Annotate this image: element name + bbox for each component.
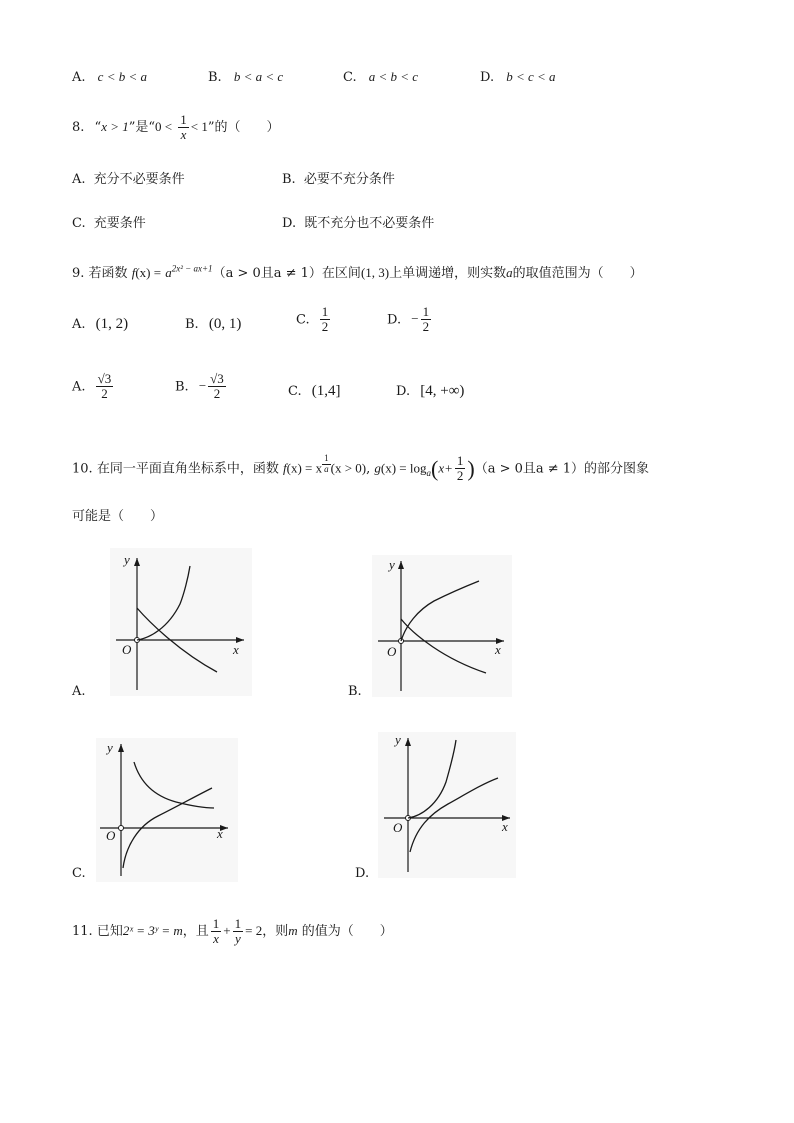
option-label: D. — [480, 70, 495, 85]
graph-c-label: C. — [72, 866, 86, 881]
text: 已知 — [96, 924, 123, 939]
option-label: C. — [296, 312, 310, 328]
q9-stem — [72, 262, 643, 281]
fraction — [208, 372, 226, 402]
sign: − — [198, 378, 207, 394]
denominator: 2 — [213, 386, 221, 402]
question-number: 11. — [72, 924, 93, 939]
denominator: 2 — [422, 319, 430, 335]
text: ”是“ — [128, 120, 156, 135]
text: ”的（ ） — [207, 120, 280, 135]
q10-stem — [72, 445, 649, 493]
x-axis-label: x — [495, 642, 501, 657]
q9b-option-d — [396, 383, 464, 400]
option-label: C. — [343, 70, 357, 85]
inner: x+ — [438, 460, 453, 476]
function-g-arg: (x) = log — [380, 460, 427, 476]
graph-b-svg — [372, 555, 512, 697]
numerator: 1 — [212, 915, 220, 931]
text: 在区间 — [321, 266, 361, 281]
function-f-arg: (x) = x — [286, 460, 323, 476]
function-g: g — [374, 460, 381, 476]
option-label: B. — [208, 70, 222, 85]
text: 若函数 — [88, 266, 128, 281]
x-axis-label: x — [233, 642, 239, 657]
fraction-1-over-x — [211, 917, 222, 947]
origin-label: O — [393, 820, 403, 835]
condition: (x > 0) — [330, 460, 367, 476]
text: 上单调递增，则实数 — [389, 266, 507, 281]
graph-b-label: B. — [348, 684, 362, 699]
numerator: √3 — [210, 371, 224, 386]
y-axis-label: y — [395, 732, 401, 747]
fraction-1-over-x — [178, 113, 189, 143]
option-label: D. — [396, 384, 411, 399]
q8-option-d — [282, 212, 434, 231]
denominator: x — [180, 127, 187, 142]
option-text: (0, 1) — [208, 316, 242, 332]
q10-line2 — [72, 505, 163, 524]
denominator: 2 — [321, 319, 329, 335]
graph-d-svg — [378, 732, 516, 878]
text: ，且 — [182, 924, 209, 939]
option-text: b < a < c — [233, 69, 284, 84]
paren-open: ( — [431, 455, 439, 481]
exponent: 2x² − ax+1 — [171, 263, 213, 274]
fraction-1-over-y — [233, 917, 244, 947]
quote-open: “ — [94, 120, 102, 135]
function-f: f — [282, 460, 287, 476]
q8-option-c — [72, 212, 146, 231]
numerator: 1 — [180, 111, 187, 127]
option-label: B. — [175, 379, 189, 395]
option-text: b < c < a — [506, 69, 556, 84]
graph-a-svg — [110, 548, 252, 696]
q9-option-d — [387, 305, 433, 335]
equation-rhs: = 2 — [245, 923, 263, 938]
condition: （a > 0且a ≠ 1） — [212, 266, 322, 281]
q8-option-a — [72, 168, 185, 187]
denominator: y — [234, 931, 241, 946]
x-axis-label: x — [217, 826, 223, 841]
interval: (1, 3) — [360, 265, 390, 280]
variable: a — [506, 265, 513, 280]
option-label: A. — [72, 379, 86, 395]
numerator: 1 — [422, 304, 430, 319]
y-axis-label: y — [389, 557, 395, 572]
base: a — [165, 265, 172, 280]
paren-close: ) — [467, 455, 475, 481]
numerator: 1 — [456, 453, 464, 469]
q9b-option-b — [175, 372, 228, 402]
question-number: 8. — [72, 120, 85, 135]
q9-option-c — [296, 305, 332, 335]
q9-option-a — [72, 316, 128, 333]
q7-option-c — [343, 69, 418, 85]
graph-c-svg — [96, 738, 238, 882]
numerator: 1 — [324, 453, 329, 464]
fraction — [455, 454, 466, 484]
option-label: B. — [185, 317, 199, 332]
y-axis-label: y — [107, 740, 113, 755]
option-text: (1, 2) — [95, 316, 129, 332]
denominator: a — [324, 464, 329, 474]
question-number: 9. — [72, 266, 85, 281]
q9b-option-c — [288, 383, 341, 400]
option-label: A. — [72, 70, 86, 85]
text: （a > 0且a ≠ 1）的部分图象 — [474, 461, 650, 477]
fraction — [96, 372, 114, 402]
y-axis-label: y — [124, 552, 130, 567]
equation: 2ˣ = 3ʸ = m — [122, 923, 183, 938]
option-label: A. — [72, 317, 86, 332]
graph-a-label: A. — [72, 684, 86, 699]
numerator: √3 — [97, 371, 112, 386]
denominator: 2 — [101, 386, 108, 402]
exponent-fraction — [322, 453, 331, 474]
option-label: C. — [288, 384, 302, 399]
plus: + — [223, 923, 231, 938]
option-text: 既不充分也不必要条件 — [304, 216, 435, 231]
denominator: x — [213, 931, 219, 946]
q9b-option-a — [72, 372, 115, 402]
option-text: c < b < a — [97, 69, 147, 84]
text: 的值为（ ） — [297, 924, 393, 939]
graph-d-label: D. — [355, 866, 370, 881]
function-name: f — [131, 265, 136, 280]
function-arg: (x) = — [135, 265, 162, 280]
origin-label: O — [387, 644, 397, 659]
denominator: 2 — [456, 468, 464, 484]
graph-a — [110, 548, 252, 696]
sign: − — [411, 311, 419, 327]
option-label: C. — [72, 216, 86, 231]
origin-label: O — [122, 642, 132, 657]
text: 可能是（ ） — [72, 509, 164, 524]
origin-label: O — [106, 828, 116, 843]
q9-option-b — [185, 316, 241, 333]
graph-b — [372, 555, 512, 697]
log-base: a — [426, 467, 431, 478]
x-axis-label: x — [502, 819, 508, 834]
numerator: 1 — [234, 915, 242, 931]
fraction — [320, 305, 331, 335]
text: 在同一平面直角坐标系中，函数 — [96, 461, 279, 477]
q7-option-b — [208, 69, 283, 85]
q8-stem — [72, 108, 280, 147]
q11-stem — [72, 912, 393, 951]
lhs: 0 < — [155, 119, 173, 134]
option-text: [4, +∞) — [420, 383, 465, 399]
option-text: 必要不充分条件 — [303, 172, 395, 187]
q7-option-a — [72, 69, 147, 85]
numerator: 1 — [321, 304, 329, 319]
option-text: a < b < c — [368, 69, 419, 84]
option-text: 充要条件 — [93, 216, 146, 231]
option-label: A. — [72, 172, 86, 187]
fraction — [421, 305, 432, 335]
condition-1: x > 1 — [101, 119, 129, 134]
q7-option-d — [480, 69, 556, 85]
question-number: 10. — [72, 461, 93, 477]
text: ，则 — [262, 924, 289, 939]
variable: m — [288, 923, 298, 938]
q8-option-b — [282, 168, 395, 187]
fraction — [322, 454, 331, 475]
text: 的取值范围为（ ） — [512, 266, 643, 281]
option-label: B. — [282, 172, 296, 187]
separator: , — [366, 461, 371, 477]
option-label: D. — [282, 216, 297, 231]
graph-d — [378, 732, 516, 878]
graph-c — [96, 738, 238, 882]
option-text: (1,4] — [311, 383, 341, 399]
rhs: < 1 — [190, 119, 208, 134]
option-label: D. — [387, 312, 402, 328]
option-text: 充分不必要条件 — [93, 172, 185, 187]
